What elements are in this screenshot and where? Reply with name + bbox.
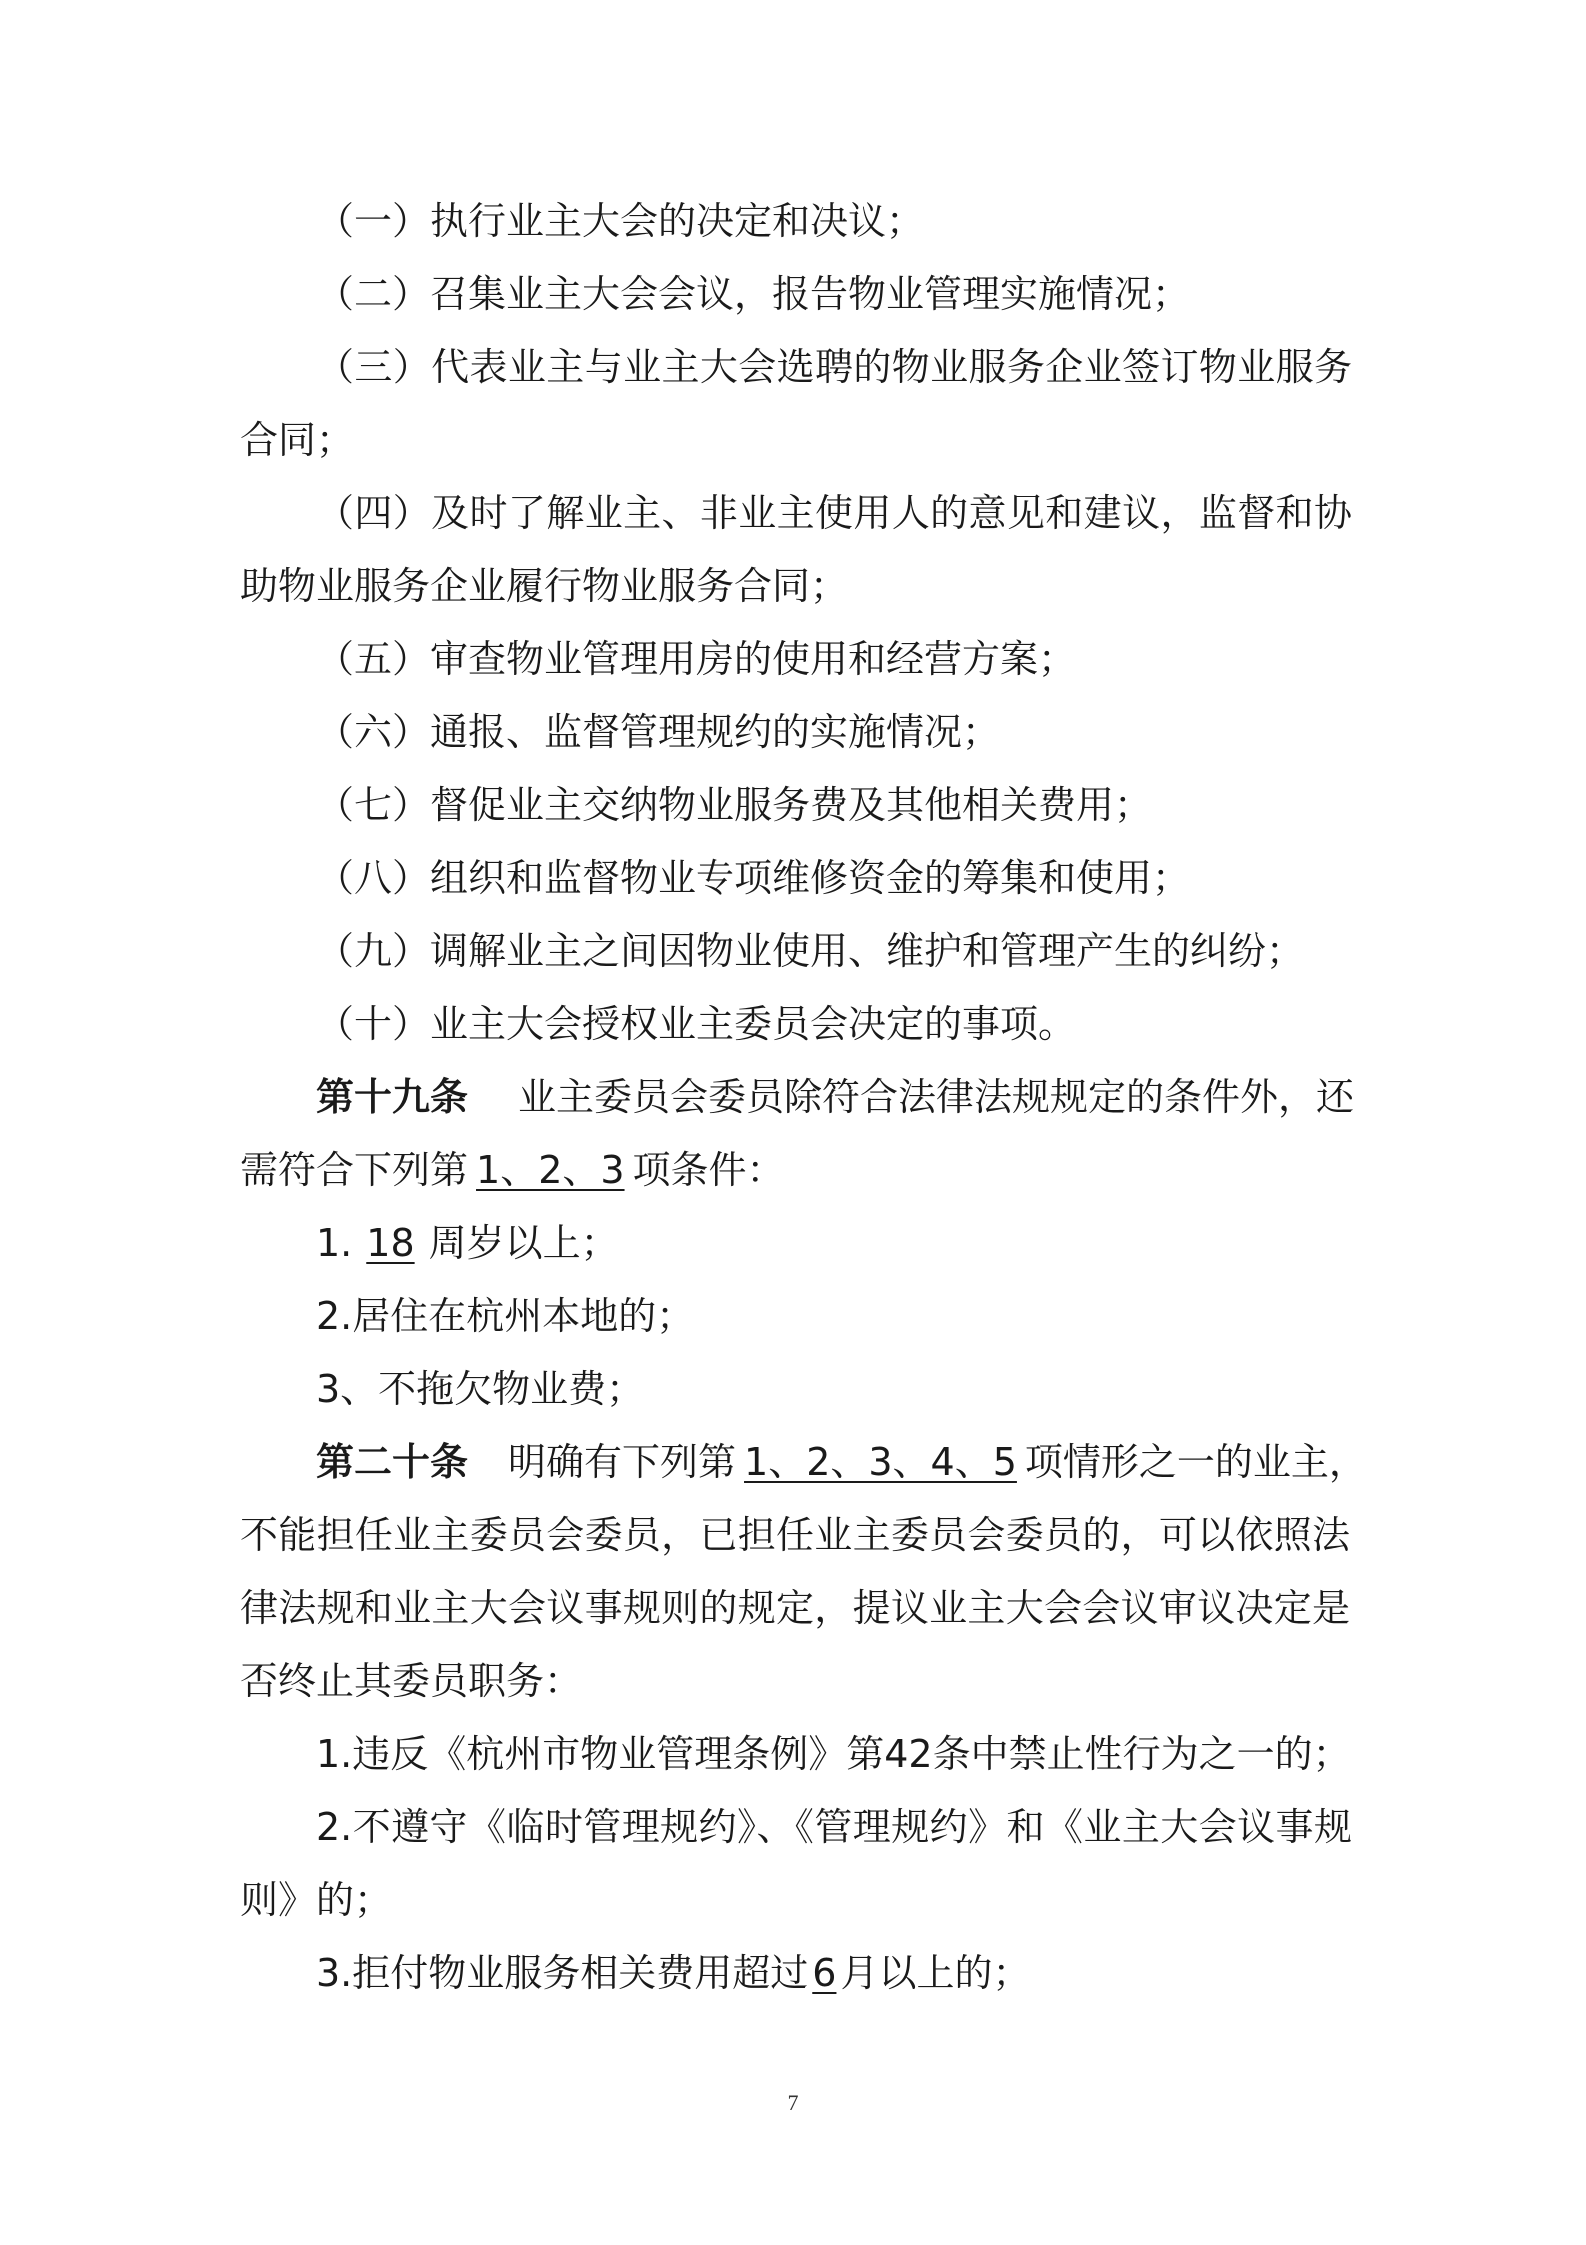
article-20-line-2: 不能担任业主委员会委员，已担任业主委员会委员的，可以依照法 xyxy=(240,1513,1350,1557)
page-number: 7 xyxy=(787,2090,799,2115)
article-20-blank-items: 1、2、3、4、5 xyxy=(744,1440,1017,1484)
duty-item-4-cont: 助物业服务企业履行物业服务合同； xyxy=(240,564,849,608)
article-20-cond-2-cont: 则》的； xyxy=(240,1878,393,1922)
duty-item-4: （四）及时了解业主、非业主使用人的意见和建议，监督和协 xyxy=(316,491,1352,535)
article-19-text-1: 业主委员会委员除符合法律法规规定的条件外，还 xyxy=(518,1075,1355,1119)
duty-item-8: （八）组织和监督物业专项维修资金的筹集和使用； xyxy=(316,856,1191,900)
article-19-text-2-post: 项条件： xyxy=(632,1148,785,1192)
article-19-blank-items: 1、2、3 xyxy=(476,1148,625,1192)
duty-item-2: （二）召集业主大会会议，报告物业管理实施情况； xyxy=(316,272,1191,316)
article-19-cond-2: 2.居住在杭州本地的； xyxy=(316,1294,695,1338)
article-20-line-4: 否终止其委员职务： xyxy=(240,1659,583,1703)
article-20-cond-3-pre: 3.拒付物业服务相关费用超过 xyxy=(316,1951,809,1995)
article-20-text-1-post: 项情形之一的业主， xyxy=(1024,1440,1367,1484)
duty-item-6: （六）通报、监督管理规约的实施情况； xyxy=(316,710,1001,754)
article-19-blank-age: 18 xyxy=(366,1221,415,1265)
article-19-title: 第十九条 xyxy=(316,1075,469,1119)
duty-item-10: （十）业主大会授权业主委员会决定的事项。 xyxy=(316,1002,1077,1046)
duty-item-1: （一）执行业主大会的决定和决议； xyxy=(316,199,925,243)
article-19-cond-3: 3、不拖欠物业费； xyxy=(316,1367,645,1411)
article-19-cond-1 xyxy=(316,1221,619,1265)
article-19-line-2 xyxy=(240,1148,785,1192)
duty-item-7: （七）督促业主交纳物业服务费及其他相关费用； xyxy=(316,783,1153,827)
duty-item-5: （五）审查物业管理用房的使用和经营方案； xyxy=(316,637,1077,681)
article-20-text-1-pre: 明确有下列第 xyxy=(508,1440,737,1484)
article-20-title: 第二十条 xyxy=(316,1440,469,1484)
article-20-cond-3 xyxy=(316,1951,1031,1995)
article-20-cond-1: 1.违反《杭州市物业管理条例》第42条中禁止性行为之一的； xyxy=(316,1732,1351,1776)
article-19-text-2-pre: 需符合下列第 xyxy=(240,1148,469,1192)
article-19-cond-1-pre: 1. xyxy=(316,1221,353,1265)
duty-item-3-cont: 合同； xyxy=(240,418,355,462)
article-20-blank-months: 6 xyxy=(812,1951,837,1995)
article-19-cond-1-post: 周岁以上； xyxy=(428,1221,619,1265)
article-20-line-3: 律法规和业主大会议事规则的规定，提议业主大会会议审议决定是 xyxy=(240,1586,1350,1630)
article-20-cond-3-post: 月以上的； xyxy=(840,1951,1031,1995)
duty-item-3: （三）代表业主与业主大会选聘的物业服务企业签订物业服务 xyxy=(316,345,1352,389)
article-20-cond-2: 2.不遵守《临时管理规约》、《管理规约》和《业主大会议事规 xyxy=(316,1805,1352,1849)
article-20-line-1 xyxy=(316,1440,1367,1484)
duty-item-9: （九）调解业主之间因物业使用、维护和管理产生的纠纷； xyxy=(316,929,1305,973)
article-19-line-1 xyxy=(316,1075,1355,1119)
